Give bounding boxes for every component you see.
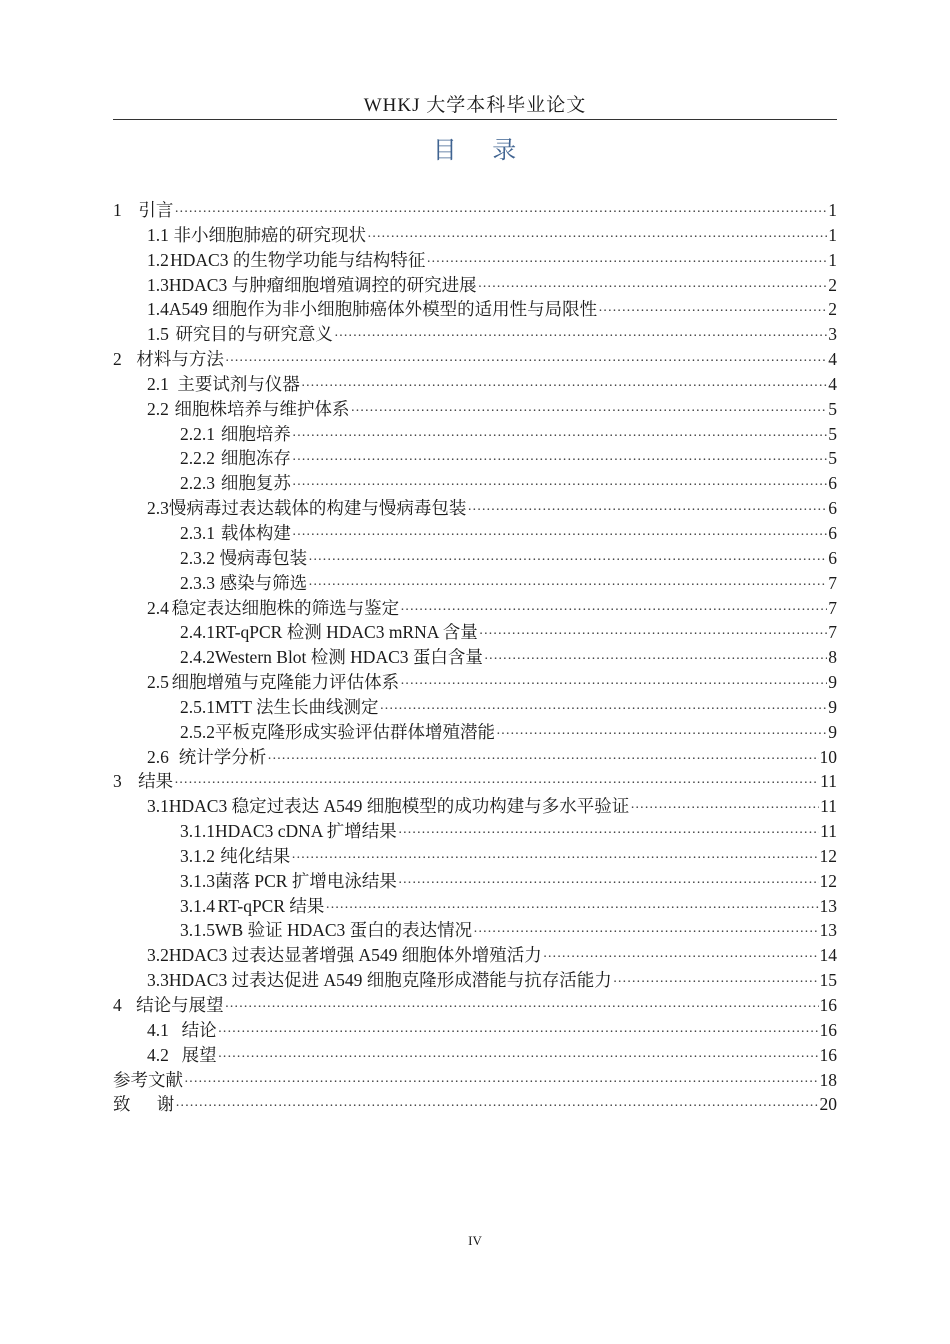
- header-title: WHKJ 大学本科毕业论文: [363, 95, 587, 116]
- toc-entry-title: HDAC3 过表达促进 A549 细胞克隆形成潜能与抗存活能力: [168, 970, 612, 991]
- toc-entry[interactable]: [113, 794, 837, 819]
- toc-entry[interactable]: [113, 198, 837, 223]
- toc-entry-number: 2.2.3: [180, 473, 215, 494]
- toc-entry-number: 2.1: [147, 373, 169, 394]
- toc-leader-dots: [613, 971, 819, 996]
- toc-entry-page: 16: [819, 1044, 837, 1065]
- toc-entry-page: 7: [828, 572, 837, 593]
- toc-entry-page: 11: [820, 821, 837, 842]
- toc-entry-title: WB 验证 HDAC3 蛋白的表达情况: [215, 920, 473, 941]
- toc-entry-number: 4.1: [147, 1019, 169, 1040]
- toc-entry[interactable]: [113, 248, 837, 273]
- toc-entry[interactable]: [113, 596, 837, 621]
- toc-entry[interactable]: [113, 273, 837, 298]
- toc-entry-page: 9: [828, 721, 837, 742]
- toc-leader-dots: [292, 425, 827, 450]
- toc-entry-page: 6: [828, 498, 837, 519]
- toc-entry-number: 2.5: [147, 672, 169, 693]
- toc-entry[interactable]: [113, 993, 837, 1018]
- toc-entry-number: 1.4: [147, 299, 169, 320]
- toc-entry-number: 2.3.2: [180, 547, 215, 568]
- toc-entry-number: 3.1.1: [180, 821, 215, 842]
- toc-entry-page: 10: [819, 746, 837, 767]
- toc-title: 目 录: [432, 136, 518, 164]
- toc-entry[interactable]: [113, 869, 837, 894]
- toc-entry-title: 慢病毒包装: [219, 547, 308, 568]
- toc-entry-number: 2.4: [147, 597, 169, 618]
- toc-leader-dots: [484, 648, 827, 673]
- toc-entry-number: 3.1.3: [180, 870, 215, 891]
- toc-entry[interactable]: [113, 471, 837, 496]
- toc-entry[interactable]: [113, 620, 837, 645]
- toc-entry-number: 4.2: [147, 1044, 169, 1065]
- toc-entry-title: 引言: [138, 200, 174, 220]
- toc-entry-number: 1.1: [147, 224, 169, 245]
- toc-entry[interactable]: [113, 670, 837, 695]
- toc-entry-title: 主要试剂与仪器: [177, 373, 300, 394]
- toc-entry-title: HDAC3 的生物学功能与结构特征: [170, 249, 426, 270]
- toc-entry-page: 11: [820, 796, 837, 817]
- toc-entry[interactable]: [113, 1043, 837, 1068]
- toc-entry-page: 15: [819, 970, 837, 991]
- toc-leader-dots: [225, 996, 819, 1021]
- toc-leader-dots: [398, 872, 819, 897]
- toc-entry-title: HDAC3 稳定过表达 A549 细胞模型的成功构建与多水平验证: [168, 796, 630, 817]
- toc-entry-page: 6: [828, 547, 837, 568]
- toc-leader-dots: [301, 375, 827, 400]
- toc-entry-number: 3.2: [147, 945, 169, 966]
- toc-entry-page: 12: [819, 870, 837, 891]
- toc-entry-number: 3.1: [147, 796, 169, 817]
- toc-leader-dots: [496, 723, 827, 748]
- toc-entry-number: 4: [113, 995, 122, 1015]
- toc-entry-number: 2.2.2: [180, 448, 215, 469]
- toc-entry-title: RT-qPCR 结果: [217, 895, 325, 916]
- toc-entry-page: 2: [828, 274, 837, 295]
- toc-entry-page: 16: [819, 1019, 837, 1040]
- toc-entry-page: 3: [828, 324, 837, 345]
- toc-entry[interactable]: [113, 571, 837, 596]
- toc-entry-number: 3.1.2: [180, 845, 215, 866]
- toc-leader-dots: [426, 251, 827, 276]
- toc-entry[interactable]: [113, 769, 837, 794]
- toc-entry[interactable]: [113, 422, 837, 447]
- toc-entry-page: 16: [819, 995, 837, 1015]
- toc-entry-page: 14: [819, 945, 837, 966]
- toc-entry-title: 参考文献: [113, 1069, 183, 1090]
- toc-entry-page: 9: [828, 672, 837, 693]
- page-number: IV: [468, 1233, 482, 1248]
- toc-entry-page: 7: [828, 597, 837, 618]
- toc-entry[interactable]: [113, 322, 837, 347]
- toc-entry[interactable]: [113, 1018, 837, 1043]
- toc-leader-dots: [218, 1021, 819, 1046]
- toc-entry[interactable]: [113, 496, 837, 521]
- toc-entry-title: 材料与方法: [136, 349, 224, 370]
- toc-entry[interactable]: [113, 695, 837, 720]
- toc-entry-title: 细胞增殖与克隆能力评估体系: [171, 672, 400, 693]
- toc-entry-title: HDAC3 cDNA 扩增结果: [215, 821, 397, 842]
- toc-entry[interactable]: [113, 372, 837, 397]
- toc-entry[interactable]: [113, 943, 837, 968]
- toc-entry[interactable]: [113, 397, 837, 422]
- toc-entry-page: 6: [828, 473, 837, 494]
- toc-entry-number: 2.3.3: [180, 572, 215, 593]
- toc-entry-number: 1.3: [147, 274, 169, 295]
- toc-entry[interactable]: [113, 894, 837, 919]
- toc-entry-number: 2.4.1: [180, 622, 215, 643]
- toc-entry-page: 6: [828, 522, 837, 543]
- toc-entry-title: 结果: [138, 771, 174, 792]
- toc-leader-dots: [467, 499, 827, 524]
- toc-entry[interactable]: [113, 745, 837, 770]
- toc-entry-number: 2.4.2: [180, 647, 215, 668]
- toc-leader-dots: [184, 1071, 819, 1096]
- toc-entry[interactable]: [113, 844, 837, 869]
- toc-entry-page: 13: [819, 895, 837, 916]
- toc-entry-title: MTT 法生长曲线测定: [215, 696, 379, 717]
- toc-entry-title: 结论: [181, 1019, 217, 1040]
- toc-entry-title: 研究目的与研究意义: [175, 324, 333, 345]
- toc-entry-title: 展望: [181, 1044, 217, 1065]
- toc-entry-number: 1: [113, 200, 122, 220]
- toc-entry-title: 结论与展望: [136, 995, 224, 1015]
- toc-entry-title: 载体构建: [220, 522, 291, 543]
- toc-entry-title: 平板克隆形成实验评估群体增殖潜能: [215, 721, 495, 742]
- toc-leader-dots: [350, 400, 827, 425]
- toc-leader-dots: [218, 1046, 819, 1071]
- toc-entry-title: 菌落 PCR 扩增电泳结果: [215, 870, 397, 891]
- toc-entry-title: 细胞株培养与维护体系: [174, 398, 350, 419]
- toc-entry-page: 18: [819, 1069, 837, 1090]
- toc-entry-page: 1: [828, 224, 837, 245]
- toc-entry-page: 11: [820, 771, 837, 792]
- toc-entry-page: 5: [828, 398, 837, 419]
- toc-entry[interactable]: [113, 347, 837, 372]
- toc-leader-dots: [308, 549, 827, 574]
- toc-entry[interactable]: [113, 297, 837, 322]
- toc-entry-number: 3: [113, 771, 122, 792]
- toc-entry-number: 3.3: [147, 970, 169, 991]
- toc-entry-title: 细胞培养: [220, 423, 291, 444]
- toc-entry-number: 2.3: [147, 498, 169, 519]
- toc-entry-page: 20: [819, 1094, 837, 1115]
- toc-entry-number: 3.1.4: [180, 895, 215, 916]
- toc-entry-page: 12: [819, 845, 837, 866]
- toc-leader-dots: [225, 350, 827, 375]
- toc-leader-dots: [598, 300, 827, 325]
- toc-entry-title: RT-qPCR 检测 HDAC3 mRNA 含量: [215, 622, 478, 643]
- toc-entry-number: 1.5: [147, 324, 169, 345]
- toc-entry-title: 统计学分析: [178, 746, 267, 767]
- toc-leader-dots: [334, 325, 827, 350]
- toc-leader-dots: [367, 226, 827, 251]
- toc-entry[interactable]: [113, 223, 837, 248]
- toc-entry-number: 2.5.2: [180, 721, 215, 742]
- toc-entry-page: 7: [828, 622, 837, 643]
- toc-entry[interactable]: [113, 918, 837, 943]
- toc-entry[interactable]: [113, 521, 837, 546]
- toc-leader-dots: [630, 797, 819, 822]
- toc-entry-number: 2: [113, 349, 122, 370]
- toc-entry-title: HDAC3 过表达显著增强 A549 细胞体外增殖活力: [168, 945, 542, 966]
- toc-entry-title: 非小细胞肺癌的研究现状: [173, 224, 367, 245]
- toc-entry-title: Western Blot 检测 HDAC3 蛋白含量: [215, 647, 483, 668]
- toc-entry[interactable]: [113, 968, 837, 993]
- toc-entry-number: 2.2: [147, 398, 169, 419]
- toc-entry-title: 稳定表达细胞株的筛选与鉴定: [171, 597, 400, 618]
- toc-entry[interactable]: [113, 446, 837, 471]
- toc-entry-page: 9: [828, 696, 837, 717]
- toc-leader-dots: [479, 623, 827, 648]
- toc-entry-title: A549 细胞作为非小细胞肺癌体外模型的适用性与局限性: [168, 299, 598, 320]
- toc-entry-page: 1: [828, 200, 837, 220]
- toc-leader-dots: [292, 524, 827, 549]
- toc-leader-dots: [292, 449, 827, 474]
- toc-leader-dots: [400, 673, 827, 698]
- toc-entry-number: 3.1.5: [180, 920, 215, 941]
- toc-entry-page: 13: [819, 920, 837, 941]
- toc-entry-title: 慢病毒过表达载体的构建与慢病毒包装: [168, 498, 467, 519]
- toc-entry-number: 2.2.1: [180, 423, 215, 444]
- toc-entry-page: 4: [828, 373, 837, 394]
- toc-entry-page: 8: [828, 647, 837, 668]
- toc-entry-title: 细胞复苏: [220, 473, 291, 494]
- toc-entry-title: HDAC3 与肿瘤细胞增殖调控的研究进展: [168, 274, 477, 295]
- toc-leader-dots: [398, 822, 819, 847]
- toc-entry-number: 2.6: [147, 746, 169, 767]
- toc-entry-page: 1: [828, 249, 837, 270]
- toc-entry[interactable]: [113, 546, 837, 571]
- toc-entry[interactable]: [113, 819, 837, 844]
- page-header: [113, 94, 837, 120]
- toc-entry-page: 2: [828, 299, 837, 320]
- toc-leader-dots: [267, 748, 818, 773]
- toc-entry[interactable]: [113, 1092, 837, 1117]
- toc-entry[interactable]: [113, 720, 837, 745]
- toc-entry-title: 致 谢: [113, 1094, 175, 1115]
- table-of-contents: [113, 198, 837, 1117]
- toc-entry-page: 5: [828, 423, 837, 444]
- toc-entry-page: 5: [828, 448, 837, 469]
- toc-entry[interactable]: [113, 645, 837, 670]
- toc-entry-page: 4: [828, 349, 837, 370]
- toc-entry-number: 2.3.1: [180, 522, 215, 543]
- toc-entry-number: 1.2: [147, 249, 169, 270]
- toc-entry-number: 2.5.1: [180, 696, 215, 717]
- toc-entry[interactable]: [113, 1068, 837, 1093]
- toc-entry-title: 感染与筛选: [219, 572, 308, 593]
- toc-entry-title: 纯化结果: [220, 845, 291, 866]
- toc-leader-dots: [175, 1095, 818, 1120]
- toc-entry-title: 细胞冻存: [220, 448, 291, 469]
